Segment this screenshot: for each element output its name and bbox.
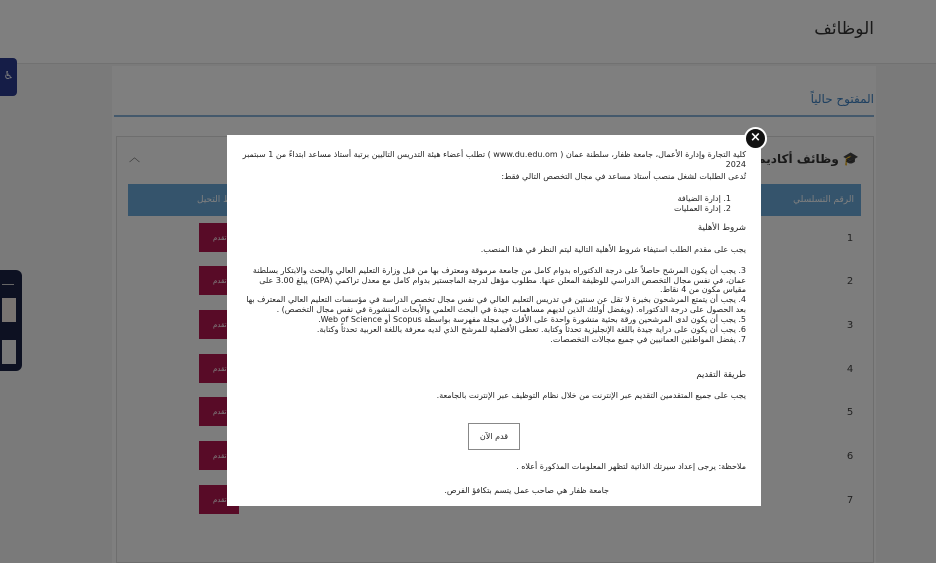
- specializations-list: [531, 194, 731, 213]
- conditions-intro: يجب على مقدم الطلب استيفاء شروط الأهلية التالية ليتم النظر في هذا المنصب.: [480, 245, 746, 254]
- list-item: 2. إدارة العمليات: [674, 203, 731, 213]
- conditions-list: [241, 266, 746, 345]
- list-item: 5. يجب أن يكون لدى المرشحين ورقة بحثية منشورة واحدة على الأقل في مجلة مفهرسة بواسطة Scopus أو Web of Science.: [318, 314, 746, 324]
- modal-intro: كلية التجارة وإدارة الأعمال، جامعة ظفار، سلطنة عمان ( www.du.edu.om ) تطلب أعضاء هيئة التدريس التاليين برتبة أستاذ مساعد ابتداءً من 1 سبتمبر 2024: [242, 150, 746, 169]
- list-item: 6. يجب أن يكون على دراية جيدة باللغة الإنجليزية تحدثاً وكتابة. تعطى الأفضلية للمرشح الذي لديه معرفة باللغة العربية تحدثاً وكتابة.: [316, 325, 746, 335]
- list-item: 4. يجب أن يتمتع المرشحون بخبرة لا تقل عن سنتين في تدريس التعليم العالي في نفس مجال تخصص الدراسة في مؤسسات التعليم العالي المعترف بها بعد الحصول على درجة الدكتوراه. (ويفضل أولئك الذين لديهم مساهمات جيدة في البحث العلمي والأبحاث المنشورة في نفس مجال التخصص) .: [246, 295, 746, 314]
- method-heading: طريقة التقديم: [696, 370, 746, 380]
- conditions-heading: شروط الأهلية: [697, 223, 746, 233]
- list-item: 3. يجب أن يكون المرشح حاصلاً على درجة الدكتوراه بدوام كامل من جامعة مرموقة ومعترف بها من قبل وزارة التعليم العالي والبحث والابتكار بسلطنة عمان، في نفس مجال التخصص الدراسي للوظيفة المعلن عنها. مطلوب مؤهل لدرجة الماجستير بدوام كامل مع معدل تراكمي (GPA) يبلغ 3.00 على مقياس مكون من 4 نقاط.: [252, 266, 746, 295]
- apply-now-button[interactable]: قدم الآن: [468, 423, 520, 450]
- equal-opportunity-text: جامعة ظفار هي صاحب عمل يتسم بتكافؤ الفرص.: [444, 486, 609, 495]
- list-item: 1. إدارة الضيافة: [677, 194, 731, 203]
- modal-subtitle: تُدعى الطلبات لشغل منصب أستاذ مساعد في مجال التخصص التالي فقط:: [501, 172, 746, 181]
- close-icon[interactable]: ×: [744, 127, 767, 150]
- list-item: 7. يفضل المواطنين العمانيين في جميع مجالات التخصصات.: [550, 335, 746, 345]
- method-text: يجب على جميع المتقدمين التقديم عبر الإنترنت من خلال نظام التوظيف عبر الإنترنت بالجامعة.: [436, 391, 746, 400]
- job-details-modal: [227, 135, 761, 506]
- note-text: ملاحظة: يرجى إعداد سيرتك الذاتية لتظهر المعلومات المذكورة أعلاه .: [516, 462, 746, 471]
